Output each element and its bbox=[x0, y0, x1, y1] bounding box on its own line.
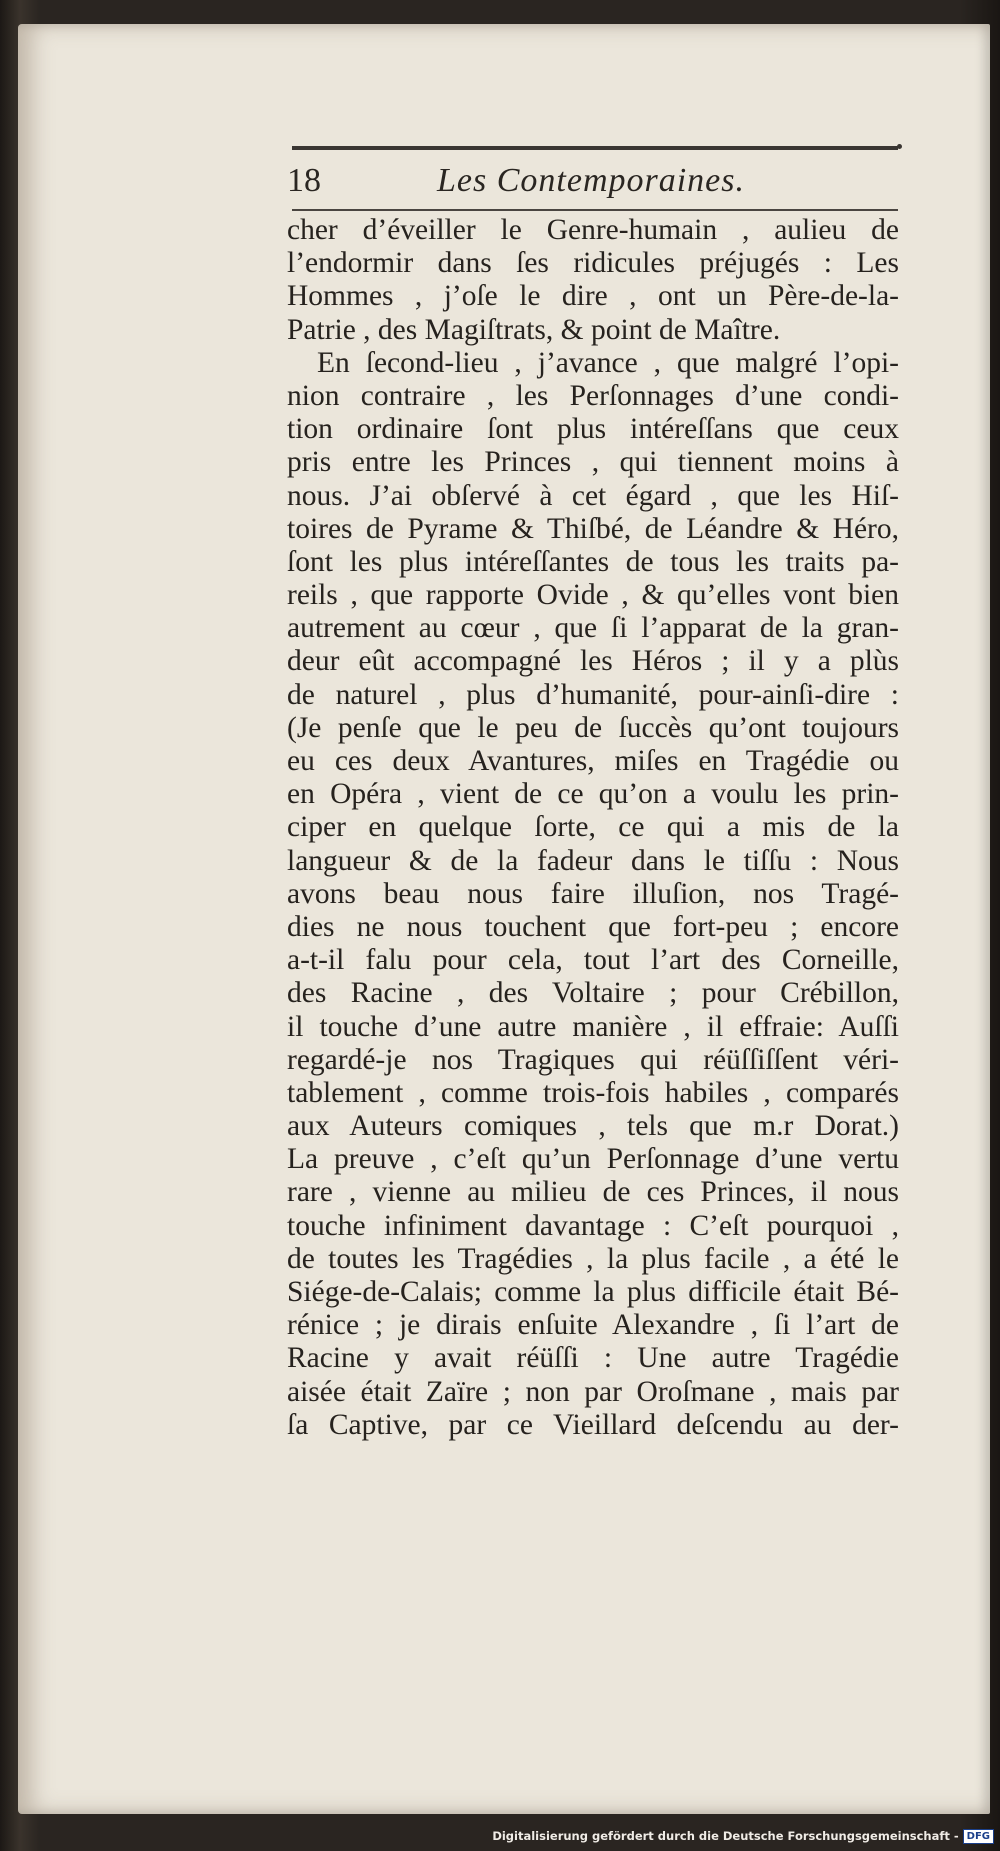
dfg-logo: DFG bbox=[963, 1829, 994, 1844]
text-line: (Je penſe que le peu de ſuccès qu’ont toujours bbox=[287, 711, 899, 744]
text-line: aux Auteurs comiques , tels que m.r Dorat.) bbox=[287, 1110, 899, 1143]
text-line: Hommes , j’oſe le dire , ont un Père-de-la- bbox=[287, 280, 899, 313]
text-line: en Opéra , vient de ce qu’on a voulu les prin- bbox=[287, 778, 899, 811]
text-line: avons beau nous faire illuſion, nos Tragé- bbox=[287, 877, 899, 910]
page-number: 18 bbox=[287, 162, 321, 199]
text-line: ſa Captive, par ce Vieillard deſcendu au der- bbox=[287, 1408, 899, 1441]
text-line: ciper en quelque ſorte, ce qui a mis de la bbox=[287, 811, 899, 844]
text-line: des Racine , des Voltaire ; pour Crébillon, bbox=[287, 977, 899, 1010]
text-line: a-t-il falu pour cela, tout l’art des Corneille, bbox=[287, 944, 899, 977]
running-title: Les Contemporaines. bbox=[437, 162, 745, 199]
text-line: eu ces deux Avantures, miſes en Tragédie ou bbox=[287, 745, 899, 777]
text-line: ſont les plus intéreſſantes de tous les traits pa- bbox=[287, 545, 899, 578]
text-line: rare , vienne au milieu de ces Princes, il nous bbox=[287, 1176, 899, 1209]
text-line: toires de Pyrame & Thiſbé, de Léandre & Héro, bbox=[287, 512, 899, 545]
header-rule-bottom bbox=[292, 209, 898, 211]
text-line: cher d’éveiller le Genre-humain , aulieu de bbox=[287, 214, 899, 246]
digitization-credit bbox=[492, 1827, 994, 1845]
text-line: En ſecond-lieu , j’avance , que malgré l’opi- bbox=[317, 346, 899, 379]
text-line: tablement , comme trois-fois habiles , comparés bbox=[287, 1076, 899, 1109]
text-line: touche infiniment davantage : C’eſt pourquoi , bbox=[287, 1209, 899, 1242]
text-line: dies ne nous touchent que fort-peu ; encore bbox=[287, 910, 899, 943]
text-line: de naturel , plus d’humanité, pour-ainſi-dire : bbox=[287, 678, 899, 711]
text-line: nion contraire , les Perſonnages d’une condi- bbox=[287, 379, 899, 412]
text-line: nous. J’ai obſervé à cet égard , que les Hiſ- bbox=[287, 479, 899, 512]
text-line: il touche d’une autre manière , il effraie: Auſſi bbox=[287, 1010, 899, 1043]
text-line: Patrie , des Magiſtrats, & point de Maître. bbox=[287, 313, 781, 346]
text-line: reils , que rapporte Ovide , & qu’elles vont bien bbox=[287, 579, 899, 612]
credit-text: Digitalisierung gefördert durch die Deutsche Forschungsgemeinschaft - bbox=[492, 1829, 959, 1843]
text-line: deur eût accompagné les Héros ; il y a plùs bbox=[287, 645, 899, 678]
text-line: pris entre les Princes , qui tiennent moins à bbox=[287, 446, 899, 479]
text-line: autrement au cœur , que ſi l’apparat de la gran- bbox=[287, 612, 899, 645]
page-header bbox=[287, 158, 899, 202]
text-line: l’endormir dans ſes ridicules préjugés : Les bbox=[287, 247, 899, 280]
header-rule-top bbox=[292, 146, 898, 150]
page-body-text bbox=[287, 214, 899, 1442]
text-line: Siége-de-Calais; comme la plus difficile était Bé- bbox=[287, 1276, 899, 1308]
text-line: rénice ; je dirais enſuite Alexandre , ſi l’art de bbox=[287, 1309, 899, 1342]
text-line: de toutes les Tragédies , la plus facile , a été le bbox=[287, 1242, 899, 1275]
text-line: La preuve , c’eſt qu’un Perſonnage d’une vertu bbox=[287, 1143, 899, 1176]
text-line: aisée était Zaïre ; non par Oroſmane , mais par bbox=[287, 1375, 899, 1408]
text-line: Racine y avait réüſſi : Une autre Tragédie bbox=[287, 1342, 899, 1375]
text-line: langueur & de la fadeur dans le tiſſu : Nous bbox=[287, 844, 899, 877]
text-line: regardé-je nos Tragiques qui réüſſiſſent véri- bbox=[287, 1043, 899, 1076]
text-line: tion ordinaire ſont plus intéreſſans que ceux bbox=[287, 413, 899, 446]
